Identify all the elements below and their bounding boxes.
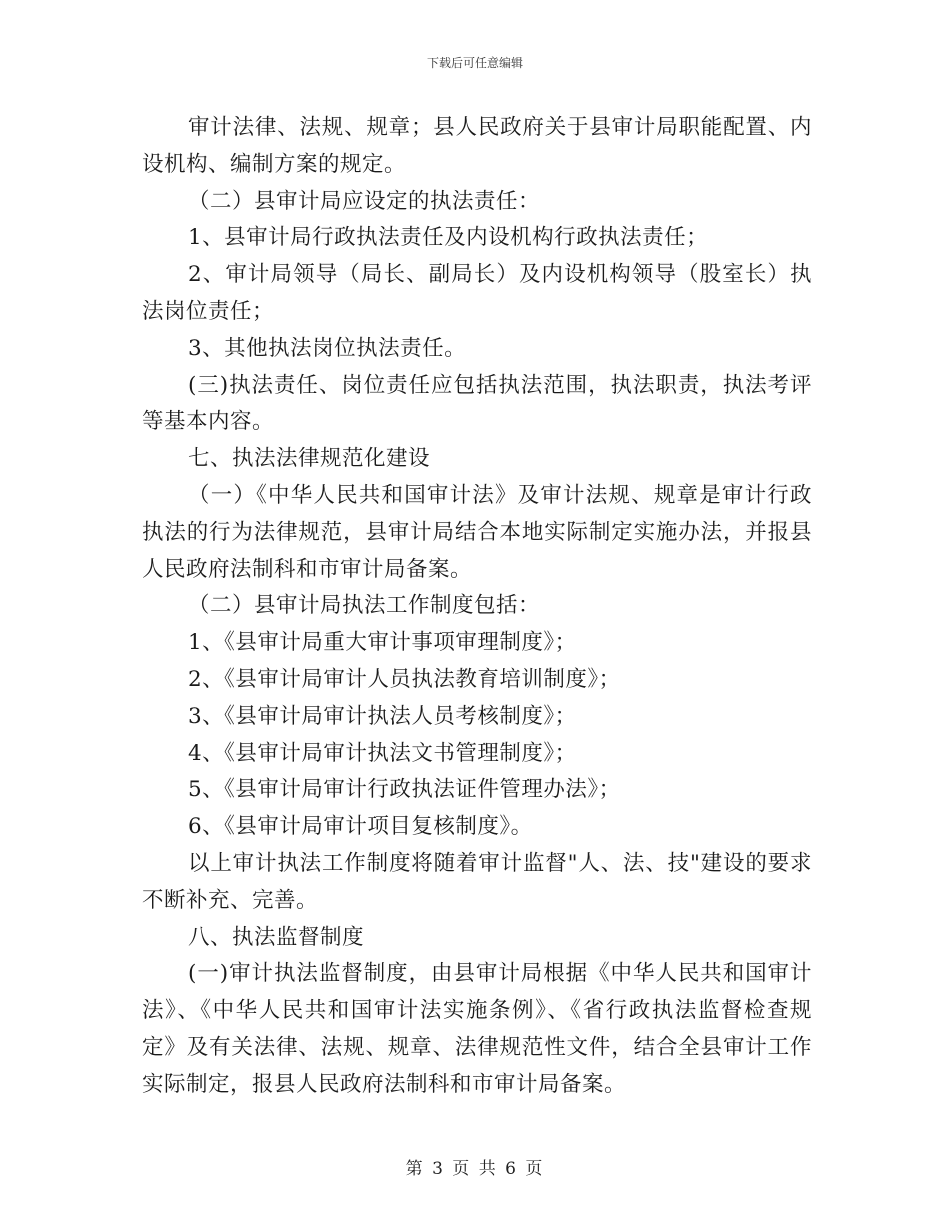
- paragraph: （一）《中华人民共和国审计法》及审计法规、规章是审计行政执法的行为法律规范，县审计局结合本地实际制定实施办法，并报县人民政府法制科和市审计局备案。: [142, 482, 812, 582]
- list-item: 1、《县审计局重大审计事项审理制度》；: [188, 630, 577, 656]
- paragraph: 1、县审计局行政执法责任及内设机构行政执法责任；: [188, 225, 709, 251]
- paragraph: (三)执法责任、岗位责任应包括执法范围，执法职责，执法考评等基本内容。: [142, 372, 812, 435]
- list-item: 6、《县审计局审计项目复核制度》。: [188, 814, 533, 840]
- list-item: 3、《县审计局审计执法人员考核制度》；: [188, 703, 577, 729]
- list-item: 5、《县审计局审计行政执法证件管理办法》；: [188, 777, 621, 803]
- paragraph: 2、审计局领导（局长、副局长）及内设机构领导（股室长）执法岗位责任；: [142, 262, 812, 324]
- page-footer: 第 3 页 共 6 页: [405, 1159, 545, 1179]
- paragraph: (一)审计执法监督制度，由县审计局根据《中华人民共和国审计法》、《中华人民共和国审计法实施条例》、《省行政执法监督检查规定》及有关法律、法规、规章、法律规范性文件，结合全县审计工作实际制定，报县人民政府法制科和市审计局备案。: [142, 961, 812, 1097]
- document-body: [142, 110, 812, 1104]
- paragraph: （二）县审计局应设定的执法责任：: [188, 188, 541, 214]
- paragraph: 审计法律、法规、规章；县人民政府关于县审计局职能配置、内设机构、编制方案的规定。: [142, 115, 812, 177]
- list-item: 4、《县审计局审计执法文书管理制度》；: [188, 740, 577, 766]
- section-heading: 七、执法法律规范化建设: [188, 446, 431, 472]
- paragraph: 3、其他执法岗位执法责任。: [188, 335, 467, 361]
- paragraph: 以上审计执法工作制度将随着审计监督"人、法、技"建设的要求不断补充、完善。: [142, 850, 812, 913]
- paragraph: （二）县审计局执法工作制度包括：: [188, 593, 541, 619]
- page-header: 下载后可任意编辑: [426, 56, 523, 70]
- section-heading: 八、执法监督制度: [188, 924, 365, 950]
- list-item: 2、《县审计局审计人员执法教育培训制度》；: [188, 666, 621, 692]
